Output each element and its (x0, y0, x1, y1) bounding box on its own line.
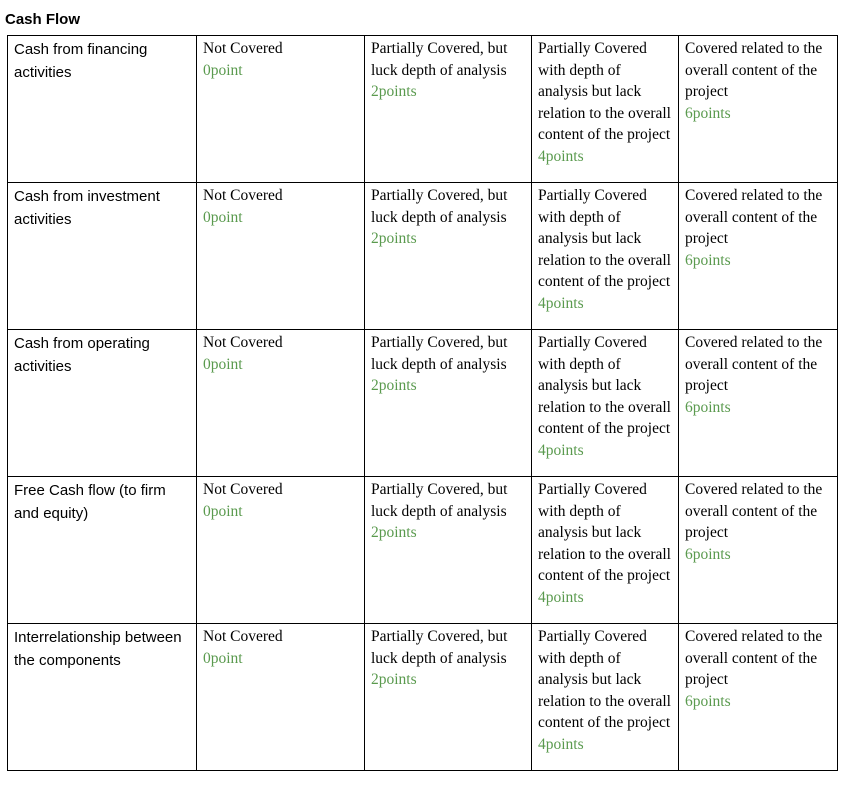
level-cell-level2 (365, 36, 532, 183)
points-value: 2points (371, 83, 417, 100)
level-cell-level2 (365, 477, 532, 624)
level-description: Not Covered (203, 187, 283, 204)
points-value: 6points (685, 545, 731, 563)
criterion-cell: Free Cash flow (to firm and equity) (8, 477, 197, 624)
level-description: Covered related to the overall content of the project (685, 40, 823, 100)
points-value: 4points (538, 147, 584, 165)
level-cell-level0 (197, 36, 365, 183)
points-value: 0point (203, 355, 243, 373)
points-value: 4points (538, 588, 584, 606)
level-cell-level2 (365, 330, 532, 477)
table-row (8, 183, 838, 330)
points-value: 4points (538, 735, 584, 753)
points-value: 0point (203, 208, 243, 226)
table-row (8, 36, 838, 183)
level-description: Partially Covered with depth of analysis but lack relation to the overall content of the project (538, 481, 671, 584)
level-description: Partially Covered with depth of analysis but lack relation to the overall content of the project (538, 187, 671, 290)
level-cell-level0 (197, 183, 365, 330)
points-value: 6points (685, 104, 731, 122)
level-cell-level0 (197, 624, 365, 771)
table-row (8, 330, 838, 477)
level-description: Partially Covered, but luck depth of analysis (371, 187, 508, 226)
level-description: Partially Covered, but luck depth of analysis (371, 40, 508, 79)
points-value: 2points (371, 671, 417, 688)
level-cell-level0 (197, 330, 365, 477)
level-cell-level6 (679, 624, 838, 771)
criterion-cell: Cash from financing activities (8, 36, 197, 183)
level-cell-level0 (197, 477, 365, 624)
criterion-cell: Cash from operating activities (8, 330, 197, 477)
points-value: 2points (371, 230, 417, 247)
table-row (8, 624, 838, 771)
level-description: Not Covered (203, 628, 283, 645)
points-value: 6points (685, 251, 731, 269)
level-description: Partially Covered with depth of analysis but lack relation to the overall content of the project (538, 40, 671, 143)
level-description: Covered related to the overall content of the project (685, 334, 823, 394)
points-value: 0point (203, 649, 243, 667)
level-cell-level6 (679, 330, 838, 477)
level-description: Covered related to the overall content of the project (685, 187, 823, 247)
points-value: 4points (538, 441, 584, 459)
level-description: Not Covered (203, 40, 283, 57)
level-cell-level4 (532, 330, 679, 477)
level-description: Not Covered (203, 334, 283, 351)
level-cell-level6 (679, 36, 838, 183)
points-value: 6points (685, 398, 731, 416)
points-value: 2points (371, 524, 417, 541)
table-row (8, 477, 838, 624)
level-cell-level2 (365, 183, 532, 330)
level-cell-level4 (532, 624, 679, 771)
level-description: Covered related to the overall content of the project (685, 628, 823, 688)
level-description: Partially Covered, but luck depth of analysis (371, 334, 508, 373)
level-cell-level6 (679, 477, 838, 624)
level-cell-level4 (532, 183, 679, 330)
points-value: 4points (538, 294, 584, 312)
points-value: 6points (685, 692, 731, 710)
points-value: 0point (203, 502, 243, 520)
level-description: Partially Covered with depth of analysis but lack relation to the overall content of the project (538, 628, 671, 731)
points-value: 0point (203, 61, 243, 79)
level-description: Partially Covered with depth of analysis but lack relation to the overall content of the project (538, 334, 671, 437)
level-cell-level2 (365, 624, 532, 771)
level-description: Partially Covered, but luck depth of analysis (371, 481, 508, 520)
level-description: Not Covered (203, 481, 283, 498)
level-cell-level6 (679, 183, 838, 330)
level-description: Covered related to the overall content of the project (685, 481, 823, 541)
page-title: Cash Flow (5, 11, 81, 28)
rubric-body (8, 36, 838, 771)
level-cell-level4 (532, 477, 679, 624)
rubric-table (7, 35, 838, 771)
criterion-cell: Interrelationship between the components (8, 624, 197, 771)
level-cell-level4 (532, 36, 679, 183)
level-description: Partially Covered, but luck depth of analysis (371, 628, 508, 667)
criterion-cell: Cash from investment activities (8, 183, 197, 330)
points-value: 2points (371, 377, 417, 394)
